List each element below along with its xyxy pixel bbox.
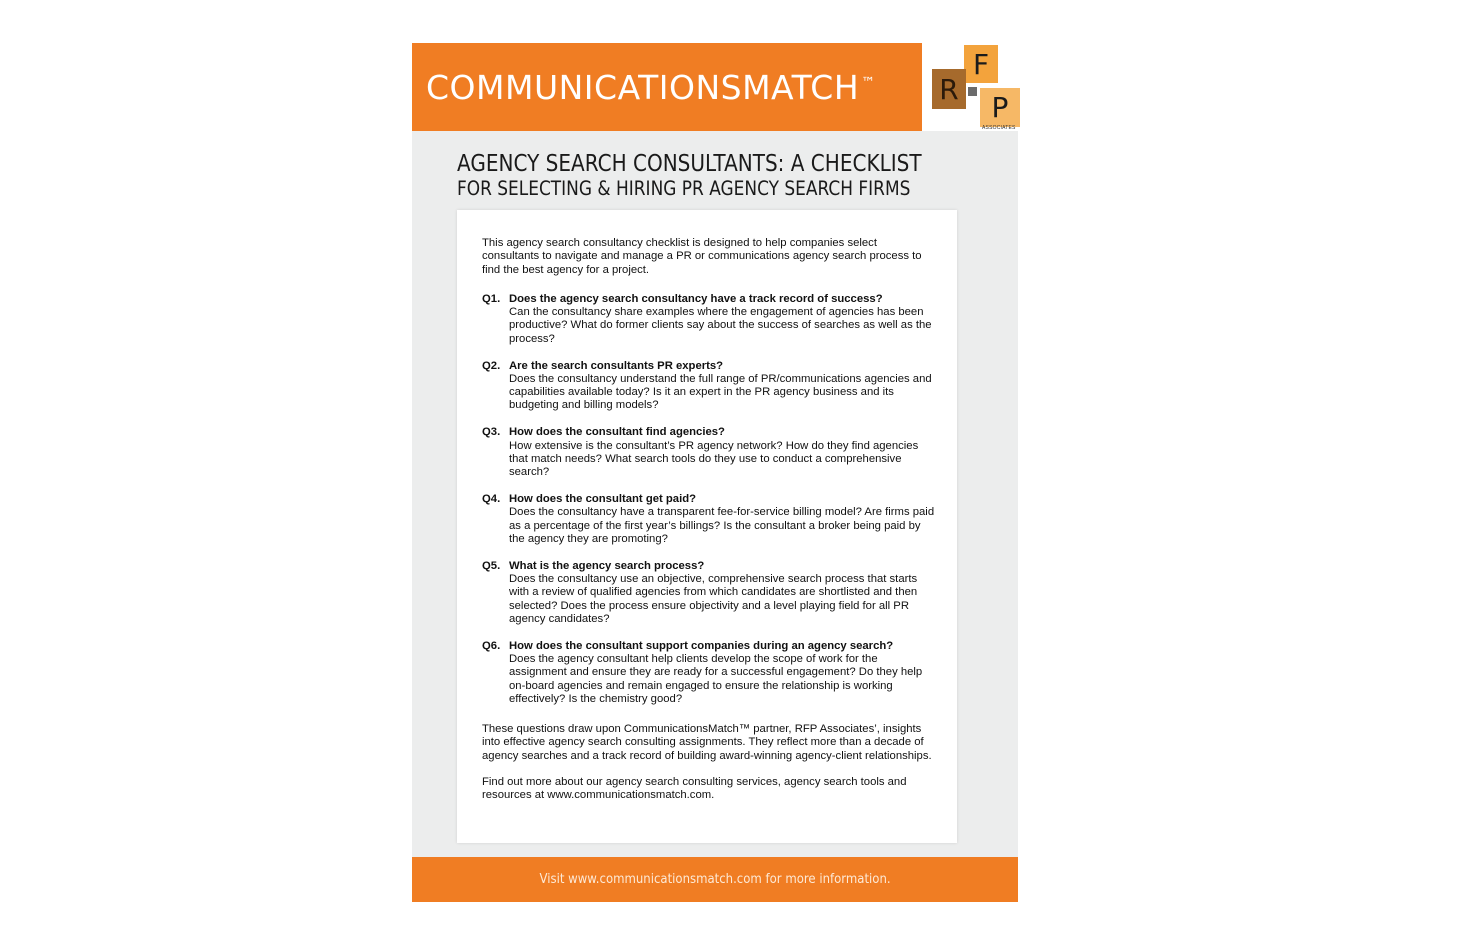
question-text: How does the consultant support companies during an agency search? — [509, 639, 894, 652]
answer-text: Can the consultancy share examples where the engagement of agencies has been productive? What do former clients say about the success of searches as well as the process? — [509, 306, 932, 345]
question-body — [509, 560, 937, 626]
checklist-item-q5 — [482, 560, 937, 626]
footer-band — [412, 857, 1018, 902]
question-text: How does the consultant find agencies? — [509, 426, 725, 439]
brand-name: COMMUNICATIONSMATCH — [426, 67, 860, 107]
document-sheet — [412, 43, 1018, 902]
question-number: Q6. — [482, 639, 501, 652]
resources-paragraph: Find out more about our agency search consulting services, agency search tools and resources at www.communicationsmatch.com. — [482, 776, 907, 802]
answer-text: Does the agency consultant help clients develop the scope of work for the assignment and ensure they are ready for a successful engagement? Do they help on-board agencies and remain engaged to ensure the relationship is working effectively? Is the chemistry good? — [509, 652, 923, 705]
question-number: Q1. — [482, 292, 501, 305]
checklist-item-q3 — [482, 426, 937, 479]
question-number: Q5. — [482, 559, 501, 572]
question-body — [509, 426, 937, 479]
question-body — [509, 360, 937, 413]
brand-wordmark — [426, 68, 876, 107]
logo-tile-r: R — [932, 69, 966, 109]
checklist-content — [482, 237, 937, 803]
question-text: Are the search consultants PR experts? — [509, 359, 724, 372]
header-band — [412, 43, 922, 131]
intro-paragraph: This agency search consultancy checklist is designed to help companies select consultants to navigate and manage a PR or communications agency search process to find the best agency for a project. — [482, 237, 922, 276]
question-number: Q2. — [482, 359, 501, 372]
question-number: Q3. — [482, 426, 501, 439]
question-body — [509, 493, 937, 546]
page-title — [457, 151, 977, 200]
question-body — [509, 293, 937, 346]
checklist-item-q4 — [482, 493, 937, 546]
question-text: Does the agency search consultancy have a track record of success? — [509, 292, 883, 305]
checklist-item-q2 — [482, 360, 937, 413]
title-line-2: FOR SELECTING & HIRING PR AGENCY SEARCH FIRMS — [457, 177, 911, 200]
question-number: Q4. — [482, 492, 501, 505]
checklist-card — [457, 210, 957, 843]
answer-text: Does the consultancy have a transparent fee-for-service billing model? Are firms paid as a percentage of the first year’s billings? Is the consultant a broker being paid by the agency they are promoting? — [509, 506, 935, 545]
logo-tagline: ASSOCIATES — [982, 125, 1016, 131]
question-text: What is the agency search process? — [509, 559, 705, 572]
checklist-item-q1 — [482, 293, 937, 346]
outro-paragraph: These questions draw upon CommunicationsMatch™ partner, RFP Associates’, insights into effective agency search consulting assignments. They reflect more than a decade of agency searches and a track record of building award-winning agency-client relationships. — [482, 723, 932, 762]
logo-tile-f: F — [964, 45, 998, 83]
trademark-symbol: ™ — [861, 74, 876, 91]
checklist-item-q6 — [482, 640, 937, 706]
answer-text: Does the consultancy use an objective, comprehensive search process that starts with a review of qualified agencies from which candidates are shortlisted and then selected? Does the process ensure objectivity and a level playing field for all PR agency candidates? — [509, 572, 918, 625]
title-line-1: AGENCY SEARCH CONSULTANTS: A CHECKLIST — [457, 151, 922, 177]
logo-tile-p: P — [980, 88, 1020, 127]
question-text: How does the consultant get paid? — [509, 492, 697, 505]
question-body — [509, 640, 937, 706]
rfp-associates-logo — [922, 43, 1018, 131]
answer-text: How extensive is the consultant’s PR agency network? How do they find agencies that match needs? What search tools do they use to conduct a comprehensive search? — [509, 439, 919, 479]
logo-dot — [968, 87, 977, 96]
answer-text: Does the consultancy understand the full range of PR/communications agencies and capabilities available today? Is it an expert in the PR agency business and its budgeting and billing models? — [509, 372, 932, 412]
footer-visit-link[interactable]: Visit www.communicationsmatch.com for more information. — [539, 872, 891, 887]
